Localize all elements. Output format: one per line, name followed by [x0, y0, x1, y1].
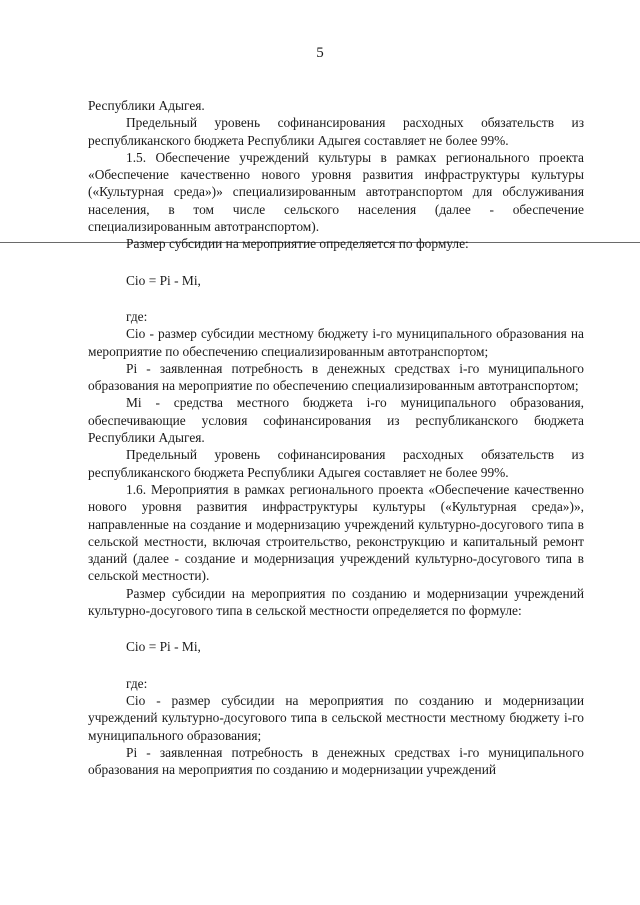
document-body — [88, 97, 584, 778]
paragraph: Pi - заявленная потребность в денежных средствах i-го муниципального образования на мероприятие по обеспечению специализированным автотранспортом; — [88, 360, 584, 394]
paragraph: где: — [126, 675, 148, 691]
paragraph: Размер субсидии на мероприятие определяется по формуле: — [126, 236, 469, 252]
paragraph: Республики Адыгея. — [88, 98, 205, 113]
formula: Cio = Pi - Mi, — [126, 272, 201, 288]
formula: Cio = Pi - Mi, — [126, 639, 201, 655]
page-number: 5 — [316, 45, 324, 61]
paragraph: Предельный уровень софинансирования расходных обязательств из республиканского бюджета Республики Адыгея составляет не более 99%. — [88, 115, 584, 148]
paragraph: 1.6. Мероприятия в рамках регионального проекта «Обеспечение качественно нового уровня развития инфраструктуры культуры («Культурная среда»)», направленные на создание и модернизацию учреждений культурно-досугового типа в сельской местности, включая строительство, реконструкцию и капитальный ремонт зданий (далее - создание и модернизация учреждений культурно-досугового типа в сельской местности). — [88, 481, 584, 584]
paragraph: Размер субсидии на мероприятия по созданию и модернизации учреждений культурно-досугового типа в сельской местности определяется по формуле: — [88, 585, 584, 619]
paragraph: Mi - средства местного бюджета i-го муниципального образования, обеспечивающие условия софинансирования из республиканского бюджета Республики Адыгея. — [88, 395, 584, 446]
paragraph: Cio - размер субсидии на мероприятия по созданию и модернизации учреждений культурно-досугового типа в сельской местности местному бюджету i-го муниципального образования; — [88, 692, 584, 743]
paragraph: где: — [126, 308, 148, 324]
paragraph: Cio - размер субсидии местному бюджету i-го муниципального образования на мероприятие по обеспечению специализированным автотранспортом; — [88, 326, 584, 359]
paragraph: Предельный уровень софинансирования расходных обязательств из республиканского бюджета Республики Адыгея составляет не более 99%. — [88, 447, 584, 480]
paragraph: Pi - заявленная потребность в денежных средствах i-го муниципального образования на мероприятия по созданию и модернизации учреждений — [88, 744, 584, 778]
paragraph: 1.5. Обеспечение учреждений культуры в рамках регионального проекта «Обеспечение качественно нового уровня развития инфраструктуры культуры («Культурная среда»)» специализированным автотранспортом для обслуживания населения, в том числе сельского населения (далее - обеспечение специализированным автотранспортом). — [88, 149, 584, 235]
